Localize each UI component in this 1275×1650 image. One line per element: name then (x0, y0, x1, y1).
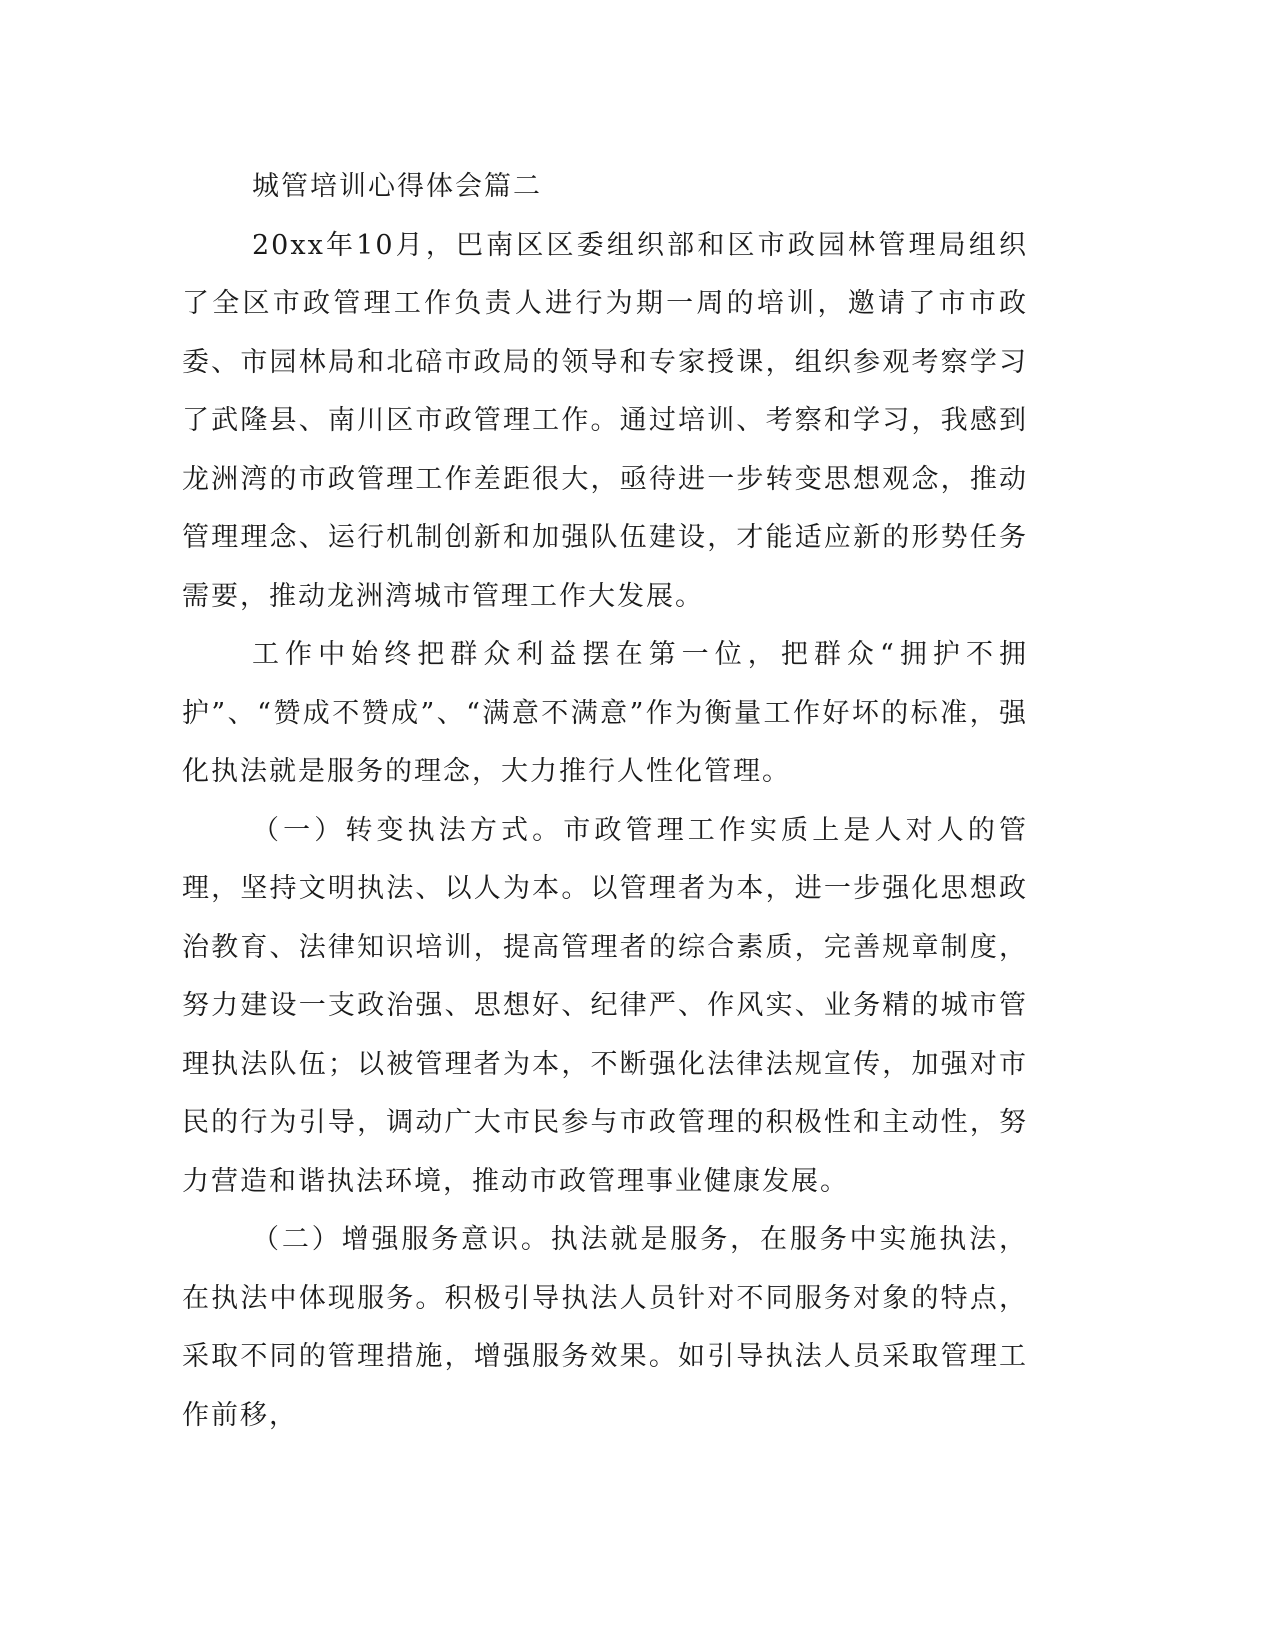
paragraph-enforcement-method: （一）转变执法方式。市政管理工作实质上是人对人的管理，坚持文明执法、以人为本。以管理者为本，进一步强化思想政治教育、法律知识培训，提高管理者的综合素质，完善规章制度，努力建设一支政治强、思想好、纪律严、作风实、业务精的城市管理执法队伍；以被管理者为本，不断强化法律法规宣传，加强对市民的行为引导，调动广大市民参与市政管理的积极性和主动性，努力营造和谐执法环境，推动市政管理事业健康发展。 (182, 814, 1028, 1197)
paragraph-principle: 工作中始终把群众利益摆在第一位，把群众“拥护不拥护”、“赞成不赞成”、“满意不满意”作为衡量工作好坏的标准，强化执法就是服务的理念，大力推行人性化管理。 (182, 639, 1028, 787)
paragraph-intro: 20xx年10月，巴南区区委组织部和区市政园林管理局组织了全区市政管理工作负责人进行为期一周的培训，邀请了市市政委、市园林局和北碚市政局的领导和专家授课，组织参观考察学习了武隆县、南川区市政管理工作。通过培训、考察和学习，我感到龙洲湾的市政管理工作差距很大，亟待进一步转变思想观念，推动管理理念、运行机制创新和加强队伍建设，才能适应新的形势任务需要，推动龙洲湾城市管理工作大发展。 (182, 229, 1028, 612)
paragraph-service-awareness: （二）增强服务意识。执法就是服务，在服务中实施执法，在执法中体现服务。积极引导执法人员针对不同服务对象的特点，采取不同的管理措施，增强服务效果。如引导执法人员采取管理工作前移， (182, 1224, 1028, 1431)
document-title: 城管培训心得体会篇二 (252, 171, 542, 202)
document-body (182, 158, 1028, 1445)
